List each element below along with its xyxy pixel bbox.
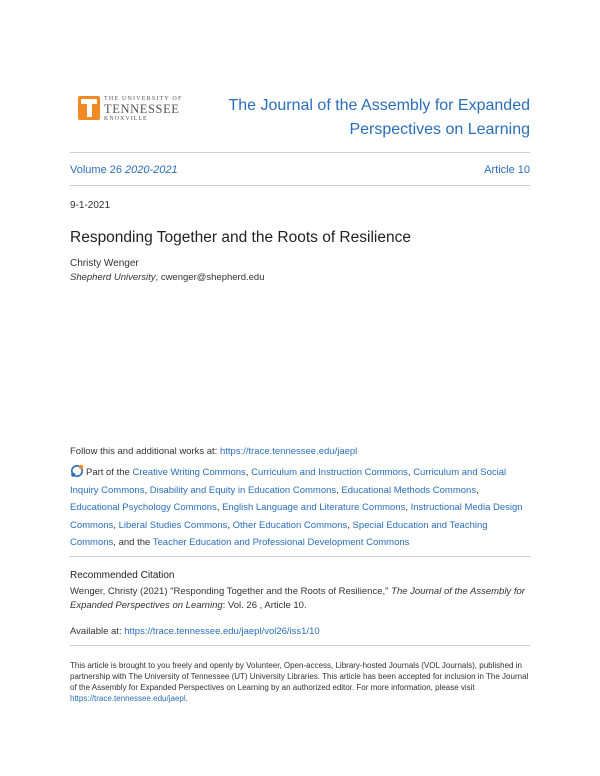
commons-link[interactable]: Educational Psychology Commons <box>70 502 217 513</box>
journal-title-line2: Perspectives on Learning <box>349 121 530 138</box>
citation-divider <box>70 556 530 557</box>
article-url-link[interactable]: https://trace.tennessee.edu/jaepl/vol26/iss1/10 <box>124 626 320 637</box>
follow-label: Follow this and additional works at: <box>70 446 220 457</box>
commons-separator: , <box>144 484 150 496</box>
notice-url-link[interactable]: https://trace.tennessee.edu/jaepl <box>70 694 186 703</box>
commons-link[interactable]: Curriculum and Instruction Commons <box>251 467 408 478</box>
commons-network-icon <box>70 464 84 478</box>
commons-link[interactable]: Teacher Education and Professional Development Commons <box>152 537 410 548</box>
commons-list <box>70 467 523 548</box>
commons-link[interactable]: Other Education Commons <box>232 519 348 531</box>
publication-date: 9-1-2021 <box>70 200 111 211</box>
notice-divider <box>70 645 530 646</box>
article-number-link[interactable]: Article 10 <box>484 164 530 176</box>
journal-title-link[interactable] <box>210 94 530 142</box>
commons-link[interactable]: Curriculum and Social Inquiry Commons <box>70 467 507 496</box>
logo-text-line1: THE UNIVERSITY OF <box>104 96 183 102</box>
author-affiliation: Shepherd University, cwenger@shepherd.edu <box>70 272 265 283</box>
author-name: Christy Wenger <box>70 258 139 269</box>
citation-heading: Recommended Citation <box>70 570 175 581</box>
access-notice: This article is brought to you freely and openly by Volunteer, Open-access, Library-hosted Journals (VOL Journals), published in partnership with The University of Tennessee (UT) University Libraries. This article has been accepted for inclusion in The Journal of the Assembly for Expanded Perspectives on Learning by an authorized editor. For more information, please visit https://trace.tennessee.edu/jaepl. <box>70 661 529 703</box>
available-at: Available at: https://trace.tennessee.edu/jaepl/vol26/iss1/10 <box>70 626 320 637</box>
commons-separator: , <box>347 519 353 531</box>
commons-link[interactable]: Special Education and Teaching Commons <box>70 519 488 548</box>
page-header <box>70 90 530 150</box>
follow-line <box>70 446 357 457</box>
commons-link[interactable]: Disability and Equity in Education Commons <box>149 484 337 496</box>
commons-link[interactable]: English Language and Literature Commons <box>222 502 406 513</box>
commons-separator: , <box>245 467 252 478</box>
commons-link[interactable]: Educational Methods Commons <box>341 484 477 496</box>
commons-separator: , <box>216 502 223 513</box>
commons-link[interactable]: Creative Writing Commons <box>132 467 246 478</box>
logo-text-line3: KNOXVILLE <box>104 116 148 122</box>
issue-divider <box>70 185 530 186</box>
commons-separator: , <box>405 502 411 513</box>
university-logo[interactable] <box>78 96 188 126</box>
part-of-prefix: Part of the <box>86 467 133 478</box>
commons-separator: , <box>476 484 479 496</box>
follow-url-link[interactable]: https://trace.tennessee.edu/jaepl <box>219 446 358 457</box>
part-of-commons <box>70 464 530 552</box>
commons-link[interactable]: Liberal Studies Commons <box>118 519 228 531</box>
header-divider <box>70 152 530 153</box>
power-t-icon <box>78 96 100 120</box>
commons-separator: , <box>336 484 342 496</box>
citation-journal: The Journal of the Assembly for Expanded Perspectives on Learning <box>70 586 525 611</box>
volume-link[interactable]: Volume 26 2020-2021 <box>70 164 178 176</box>
author-email: , cwenger@shepherd.edu <box>155 272 265 283</box>
commons-separator: , <box>113 519 119 531</box>
commons-separator: , <box>407 467 414 478</box>
commons-separator: , and the <box>113 537 153 548</box>
article-title: Responding Together and the Roots of Resilience <box>70 229 411 246</box>
commons-link[interactable]: Instructional Media Design Commons <box>70 502 523 531</box>
citation-text: Wenger, Christy (2021) "Responding Together and the Roots of Resilience," The Journal of the Assembly for Expanded Perspectives on Learning: Vol. 26 , Article 10. <box>70 586 525 611</box>
issue-row <box>70 164 530 176</box>
logo-text-line2: TENNESSEE <box>104 102 180 116</box>
journal-title-line1: The Journal of the Assembly for Expanded <box>228 97 530 114</box>
commons-separator: , <box>227 519 233 531</box>
